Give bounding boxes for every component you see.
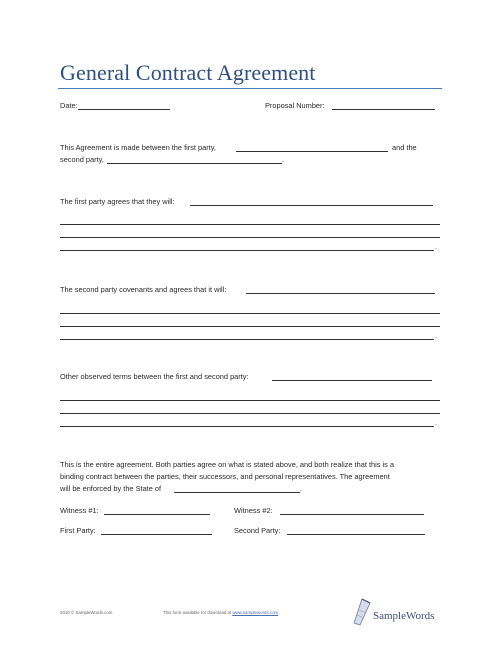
- proposal-number-label: Proposal Number:: [265, 101, 325, 110]
- witness1-field[interactable]: [104, 514, 210, 515]
- first-party-signature-field[interactable]: [101, 534, 212, 535]
- first-party-agrees-label: The first party agrees that they will:: [60, 197, 175, 206]
- witness2-field[interactable]: [280, 514, 424, 515]
- footer-available-label: This form available for download at: [163, 610, 232, 615]
- first-party-signature-label: First Party:: [60, 526, 96, 535]
- first-party-line-3[interactable]: [60, 250, 434, 251]
- agreement-text-line2: second party,: [60, 155, 104, 164]
- footer-website-link[interactable]: www.samplewords.com: [232, 610, 279, 615]
- period: .: [282, 155, 285, 164]
- period: .: [300, 484, 303, 493]
- state-field[interactable]: [174, 492, 300, 493]
- other-terms-line-2[interactable]: [60, 413, 440, 414]
- first-party-agrees-field[interactable]: [190, 205, 433, 206]
- second-party-covenants-label: The second party covenants and agrees that it will:: [60, 285, 227, 294]
- title-underline: [58, 88, 442, 89]
- witness1-label: Witness #1:: [60, 506, 99, 515]
- date-field[interactable]: [78, 109, 170, 110]
- other-terms-label: Other observed terms between the first and second party:: [60, 372, 249, 381]
- entire-agreement-line2: binding contract between the parties, their successors, and personal representatives. The agreement: [60, 472, 390, 481]
- other-terms-field[interactable]: [272, 380, 432, 381]
- second-party-line-2[interactable]: [60, 326, 440, 327]
- second-party-covenants-field[interactable]: [246, 293, 435, 294]
- page-title: General Contract Agreement: [60, 60, 316, 85]
- proposal-number-field[interactable]: [332, 109, 435, 110]
- footer-copyright: 2010 © SampleWords.com: [60, 610, 113, 615]
- period: .: [435, 242, 438, 251]
- second-party-line-3[interactable]: [60, 339, 434, 340]
- second-party-name-field[interactable]: [107, 163, 282, 164]
- footer-available-text: [163, 610, 278, 615]
- date-label: Date:: [60, 101, 78, 110]
- other-terms-line-3[interactable]: [60, 426, 434, 427]
- first-party-line-2[interactable]: [60, 237, 440, 238]
- period: .: [435, 331, 438, 340]
- period: .: [435, 418, 438, 427]
- samplewords-logo[interactable]: SampleWords: [373, 610, 435, 622]
- other-terms-line-1[interactable]: [60, 400, 440, 401]
- second-party-line-1[interactable]: [60, 313, 440, 314]
- first-party-line-1[interactable]: [60, 224, 440, 225]
- first-party-name-field[interactable]: [236, 151, 388, 152]
- agreement-text-line1: This Agreement is made between the first party,: [60, 143, 216, 152]
- second-party-signature-field[interactable]: [287, 534, 425, 535]
- agreement-text-and-the: and the: [392, 143, 417, 152]
- entire-agreement-line3: will be enforced by the State of: [60, 484, 162, 493]
- second-party-signature-label: Second Party:: [234, 526, 281, 535]
- witness2-label: Witness #2:: [234, 506, 273, 515]
- entire-agreement-line1: This is the entire agreement. Both parties agree on what is stated above, and both realize that this is a: [60, 460, 395, 469]
